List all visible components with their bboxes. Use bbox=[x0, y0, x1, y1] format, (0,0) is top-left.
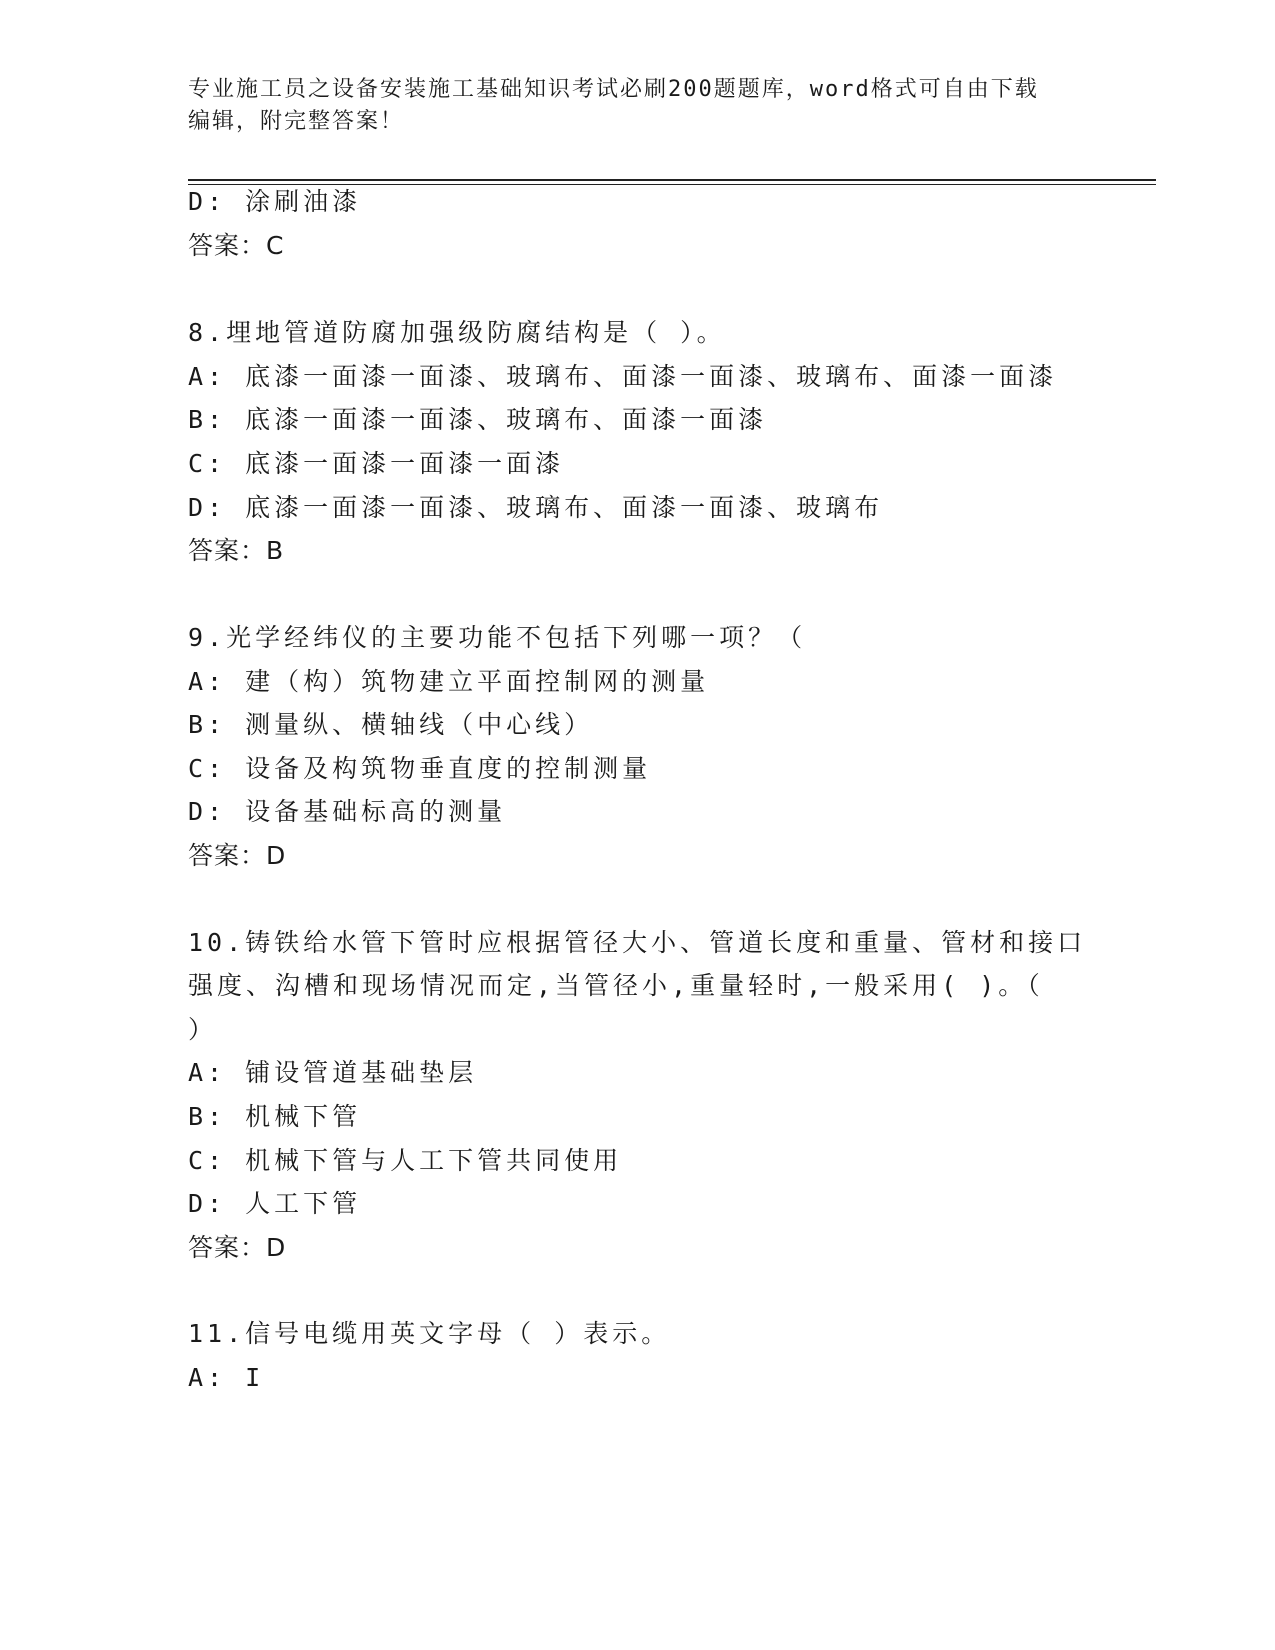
header-divider-thin bbox=[188, 184, 1156, 185]
q11-question: 11.信号电缆用英文字母（ ）表示。 bbox=[188, 1319, 671, 1348]
q9-question: 9.光学经纬仪的主要功能不包括下列哪一项？（ bbox=[188, 623, 807, 652]
q9-answer: 答案：D bbox=[188, 841, 287, 870]
q10-option-d: D: 人工下管 bbox=[188, 1189, 362, 1218]
document-header bbox=[188, 74, 1088, 138]
header-line-2: 编辑，附完整答案！ bbox=[188, 109, 405, 134]
q10-question-line-2: 强度、沟槽和现场情况而定,当管径小,重量轻时,一般采用( )。（ bbox=[188, 971, 1044, 1000]
q8-answer: 答案：B bbox=[188, 536, 285, 565]
q10-option-a: A: 铺设管道基础垫层 bbox=[188, 1058, 478, 1087]
q9-option-a: A: 建（构）筑物建立平面控制网的测量 bbox=[188, 667, 710, 696]
q9-option-b: B: 测量纵、横轴线（中心线） bbox=[188, 710, 594, 739]
q10-question-line-1: 10.铸铁给水管下管时应根据管径大小、管道长度和重量、管材和接口 bbox=[188, 928, 1087, 957]
q7-option-d: D: 涂刷油漆 bbox=[188, 187, 362, 216]
q10-question-line-3: ） bbox=[188, 1015, 218, 1044]
q11-option-a: A: I bbox=[188, 1363, 265, 1392]
q9-option-c: C: 设备及构筑物垂直度的控制测量 bbox=[188, 754, 652, 783]
q8-option-d: D: 底漆一面漆一面漆、玻璃布、面漆一面漆、玻璃布 bbox=[188, 493, 884, 522]
q10-option-b: B: 机械下管 bbox=[188, 1102, 362, 1131]
q8-option-a: A: 底漆一面漆一面漆、玻璃布、面漆一面漆、玻璃布、面漆一面漆 bbox=[188, 362, 1058, 391]
q8-option-b: B: 底漆一面漆一面漆、玻璃布、面漆一面漆 bbox=[188, 405, 768, 434]
header-line-1: 专业施工员之设备安装施工基础知识考试必刷200题题库，word格式可自由下载 bbox=[188, 77, 1039, 102]
q10-option-c: C: 机械下管与人工下管共同使用 bbox=[188, 1146, 623, 1175]
q7-answer: 答案：C bbox=[188, 231, 285, 260]
header-divider-thick bbox=[188, 179, 1156, 181]
q8-option-c: C: 底漆一面漆一面漆一面漆 bbox=[188, 449, 565, 478]
q9-option-d: D: 设备基础标高的测量 bbox=[188, 797, 507, 826]
q8-question: 8.埋地管道防腐加强级防腐结构是（ ）。 bbox=[188, 318, 726, 347]
q10-answer: 答案：D bbox=[188, 1233, 287, 1262]
